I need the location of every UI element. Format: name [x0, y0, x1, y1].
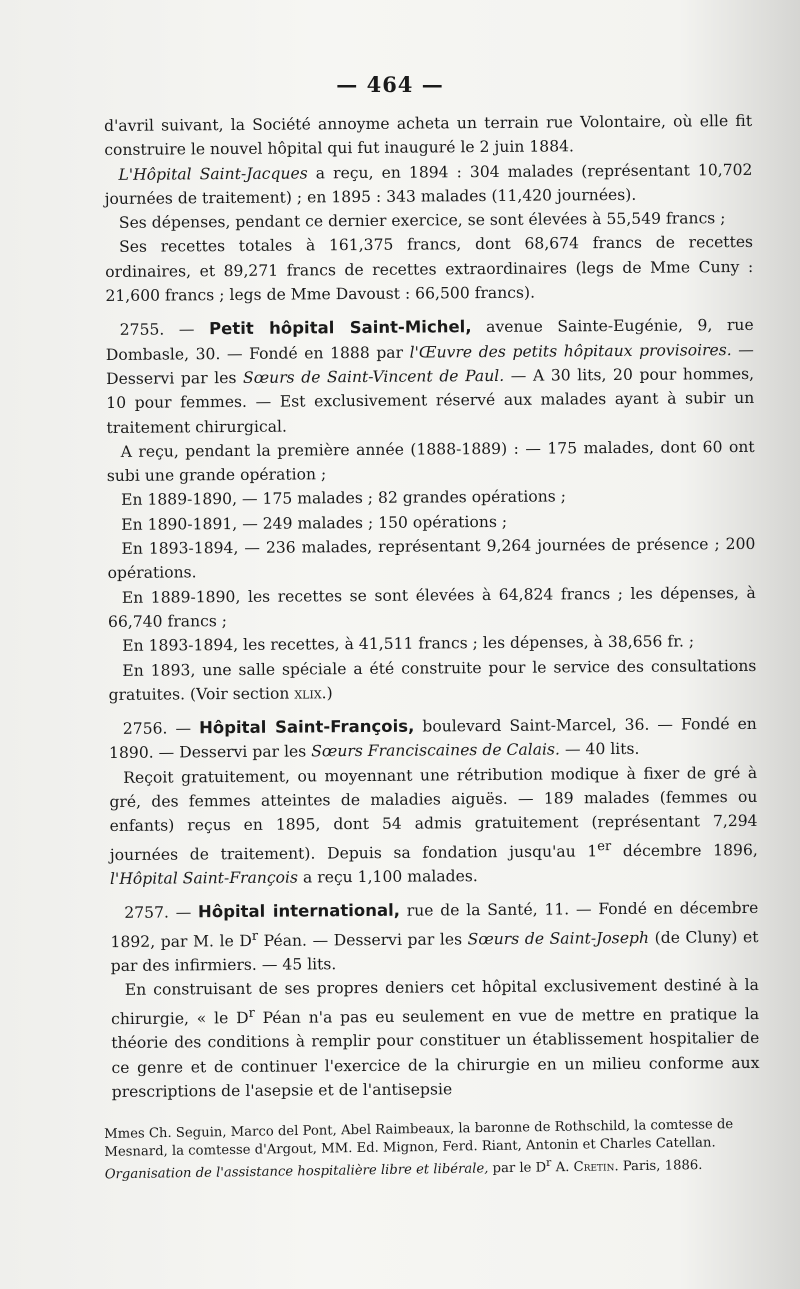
entry-title-saint-francois: Hôpital Saint-François,: [198, 716, 415, 738]
main-text: [104, 109, 760, 1104]
paragraph-premiere-annee: A reçu, pendant la première année (1888-1889) : — 175 malades, dont 60 ont subi une grande opération ;: [106, 437, 755, 486]
entry-title-international: Hôpital international,: [197, 901, 401, 922]
paragraph-pean: En construisant de ses propres deniers cet hôpital exclusivement destiné à la chirurgie, « le $D^r$ Péan n'a pas eu seulement en vue de mettre en pratique la théorie des conditions à remplir pour constituer un établissement hospitalier de ce genre et de continuer l'exercice de la chirurgie en un milieu conforme aux prescriptions de l'asepsie et de l'antisepsie: [111, 976, 760, 1101]
paragraph-saint-jacques: L'Hôpital Saint-Jacques a reçu, en 1894 : 304 malades (représentant 10,702 journées de traitement) ; en 1895 : 343 malades (11,420 journées).: [104, 160, 753, 208]
paragraph-recettes-1889: En 1889-1890, les recettes se sont élevées à 64,824 francs ; les dépenses, à 66,740 francs ;: [107, 583, 756, 631]
paragraph-recoit: Reçoit gratuitement, ou moyennant une rétribution modique à fixer de gré à gré, des femmes atteintes de maladies aiguës. — 189 malades (femmes ou enfants) reçus en 1895, dont 54 admis gratuitement (représentant 7,294 journées de traitement). Depuis sa fondation jusqu'au 1er décembre 1896, l'Hôpital Saint-François a reçu 1,100 malades.: [109, 763, 758, 889]
paragraph-recettes: Ses recettes totales à 161,375 francs, dont 68,674 francs de recettes ordinaires, et 89,271 francs de recettes extraordinaires (legs de Mme Cuny : 21,600 francs ; legs de Mme Davoust : 66,500 francs).: [105, 233, 754, 306]
footnote-mmes: Mmes Ch. Seguin, Marco del Pont, Abel Raimbeaux, la baronne de Rothschild, la comtesse de Mesnard, la comtesse d'Argout, MM. Ed. Mignon, Ferd. Riant, Antonin et Charles Catellan.: [104, 1117, 734, 1160]
entry-title-saint-michel: Petit hôpital Saint-Michel,: [208, 317, 472, 339]
page-number: — 464 —: [336, 72, 444, 97]
paragraph-consultations: En 1893, une salle spéciale a été construite pour le service des consultations gratuites. (Voir section xlix.): [108, 656, 757, 704]
entry-2756: 2756. — Hôpital Saint-François, boulevard Saint-Marcel, 36. — Fondé en 1890. — Desservi par les Sœurs Franciscaines de Calais. — 40 lits.: [108, 715, 757, 763]
entry-2757: 2757. — Hôpital international, rue de la Santé, 11. — Fondé en décembre 1892, par M. le $D^r$ Péan. — Desservi par les Sœurs de Saint-Joseph (de Cluny) et par des infirmiers. — 45 lits.: [110, 899, 759, 976]
paragraph-recettes-1893: En 1893-1894, les recettes, à 41,511 francs ; les dépenses, à 38,656 fr. ;: [122, 632, 695, 656]
paragraph-depenses: Ses dépenses, pendant ce dernier exercice, se sont élevées à 55,549 francs ;: [118, 209, 726, 233]
paragraph-1890-1891: En 1890-1891, — 249 malades ; 150 opérations ;: [121, 512, 508, 534]
footnotes: [104, 1116, 765, 1184]
entry-2755: 2755. — Petit hôpital Saint-Michel, avenue Sainte-Eugénie, 9, rue Dombasle, 30. — Fondé en 1888 par l'Œuvre des petits hôpitaux provisoires. — Desservi par les Sœurs de Saint-Vincent de Paul. — A 30 lits, 20 pour hommes, 10 pour femmes. — Est exclusivement réservé aux malades ayant à subir un traitement chirurgical.: [105, 316, 755, 437]
footnote-organisation: Organisation de l'assistance hospitalière libre et libérale, par le $D^r$ A. Cretin. Paris, 1886.: [104, 1155, 703, 1183]
paragraph-1893-1894: En 1893-1894, — 236 malades, représentant 9,264 journées de présence ; 200 opérations.: [107, 534, 756, 583]
paragraph-rue-volontaire: d'avril suivant, la Société annoyme acheta un terrain rue Volontaire, où elle fit construire le nouvel hôpital qui fut inauguré le 2 juin 1884.: [104, 111, 753, 160]
paragraph-1889-1890: En 1889-1890, — 175 malades ; 82 grandes opérations ;: [120, 487, 567, 510]
